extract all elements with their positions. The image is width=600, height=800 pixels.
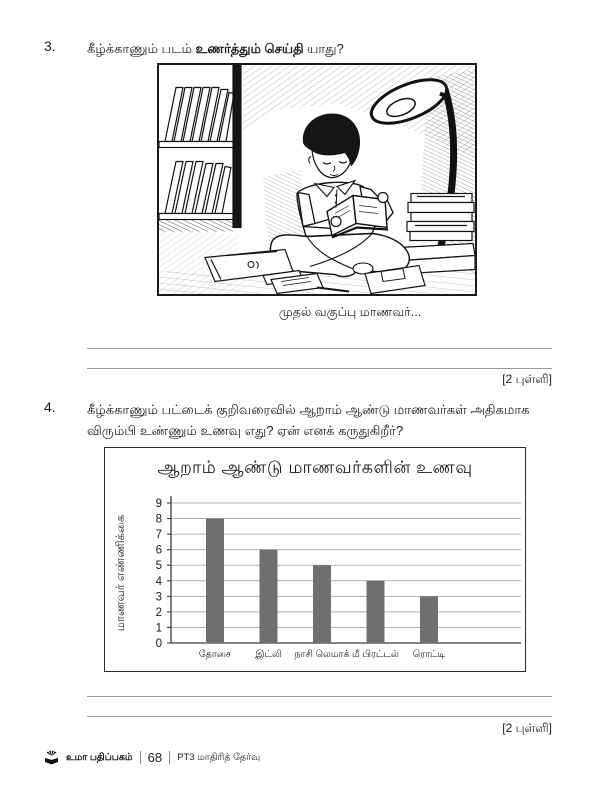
svg-text:இட்லி: இட்லி: [255, 649, 282, 660]
svg-text:1: 1: [155, 622, 162, 635]
chart-plot-area: [105, 448, 525, 671]
svg-text:தோசை: தோசை: [198, 649, 232, 660]
page-number: 68: [147, 750, 163, 765]
publisher-name: உமா பதிப்பகம்: [66, 751, 133, 763]
chart-y-axis-label: மாணவர் எண்ணிக்கை: [115, 514, 127, 632]
question-3-text-bold: உணர்த்தும் செய்தி: [195, 41, 304, 56]
bar-chart: [104, 447, 526, 672]
answer-line: [87, 696, 552, 697]
publisher-logo-icon: [44, 750, 59, 765]
answer-line: [87, 348, 552, 349]
footer-divider: [169, 751, 170, 764]
boy-reading-illustration: [159, 65, 475, 294]
exam-name: PT3 மாதிரித் தேர்வு: [177, 751, 261, 763]
svg-text:மீ பிரட்டல்: மீ பிரட்டல்: [352, 649, 399, 660]
answer-line: [87, 716, 552, 717]
question-3-points: [2 புள்ளி]: [502, 372, 552, 386]
page-footer: [44, 750, 260, 765]
question-3-illustration: [157, 63, 477, 296]
svg-text:நாசி லெமாக்: நாசி லெமாக்: [294, 649, 350, 660]
chart-title: ஆறாம் ஆண்டு மாணவர்களின் உணவு: [157, 457, 473, 477]
question-3-number: 3.: [44, 38, 56, 54]
question-3-text: [87, 38, 557, 59]
svg-text:8: 8: [155, 513, 162, 526]
question-3-text-prefix: கீழ்க்காணும் படம்: [87, 41, 196, 56]
svg-text:0: 0: [155, 638, 162, 650]
svg-text:5: 5: [155, 560, 162, 573]
footer-divider: [140, 751, 141, 764]
question-4-text: கீழ்க்காணும் பட்டைக் குறிவரைவில் ஆறாம் ஆண்டு மாணவர்கள் அதிகமாக விரும்பி உண்ணும் உணவு எது? ஏன் எனக் கருதுகிறீர்?: [87, 402, 530, 438]
question-4-points: [2 புள்ளி]: [502, 721, 552, 735]
question-3-text-suffix: யாது?: [303, 41, 344, 56]
question-4-number: 4.: [44, 399, 56, 415]
svg-text:3: 3: [155, 591, 162, 604]
svg-text:7: 7: [155, 529, 162, 542]
answer-line: [87, 368, 552, 369]
svg-text:ரொட்டி: ரொட்டி: [412, 649, 446, 660]
svg-text:4: 4: [155, 575, 162, 588]
question-3-caption: முதல் வகுப்பு மாணவர்...: [278, 305, 422, 319]
svg-text:6: 6: [155, 544, 162, 557]
svg-text:2: 2: [155, 606, 162, 619]
svg-text:9: 9: [155, 498, 162, 510]
